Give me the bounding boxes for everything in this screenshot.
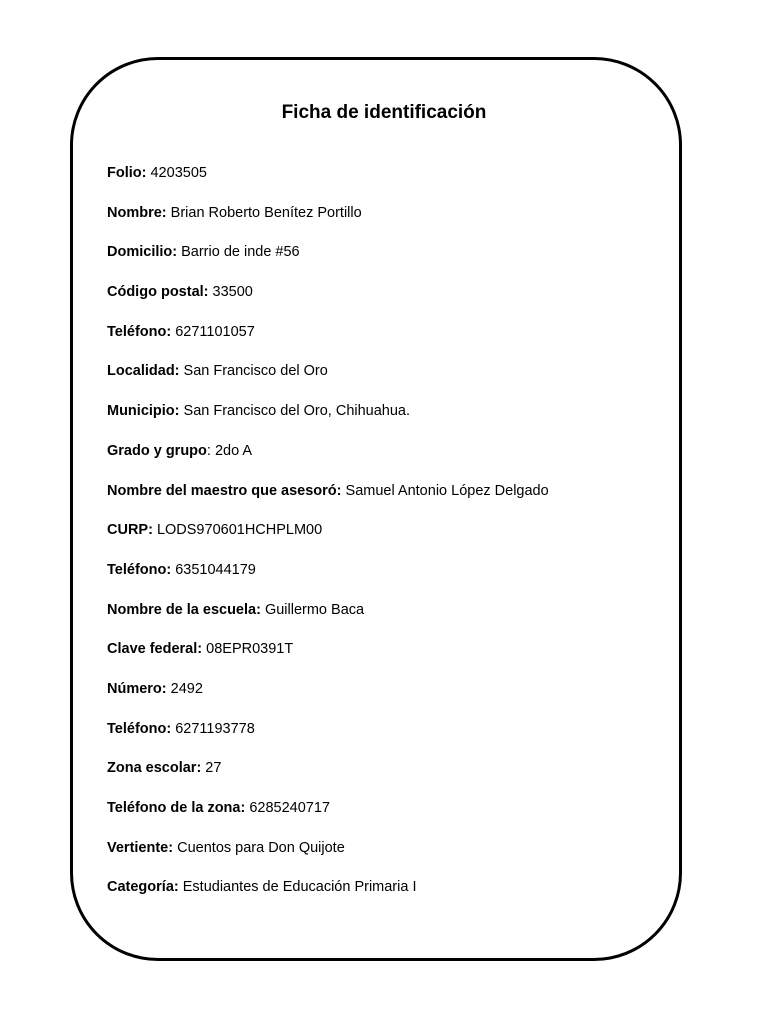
field-value: Samuel Antonio López Delgado — [341, 482, 549, 499]
field-value: 6351044179 — [171, 561, 256, 578]
field-label: Teléfono: — [107, 720, 172, 737]
field-label: Nombre: — [107, 204, 167, 221]
field-label: Domicilio: — [107, 244, 178, 261]
field-row — [107, 760, 549, 800]
field-value: 27 — [201, 760, 222, 777]
field-label: Vertiente: — [107, 839, 174, 856]
field-label: CURP: — [107, 522, 153, 539]
field-label: Localidad: — [107, 363, 180, 380]
field-value: LODS970601HCHPLM00 — [152, 522, 323, 539]
field-label: Zona escolar: — [107, 760, 202, 777]
field-label: Folio: — [107, 165, 147, 181]
field-value: 08EPR0391T — [202, 641, 294, 658]
field-label: Código postal: — [107, 284, 209, 301]
field-value: Barrio de inde #56 — [177, 244, 300, 261]
field-row — [107, 205, 549, 245]
field-row — [107, 602, 549, 642]
field-value: 2do A — [210, 442, 253, 459]
field-list — [107, 165, 549, 919]
field-row — [107, 443, 549, 483]
field-row — [107, 244, 549, 284]
field-value: Guillermo Baca — [260, 601, 365, 618]
field-label: Teléfono: — [107, 323, 172, 340]
field-row — [107, 483, 549, 523]
field-value: 4203505 — [146, 165, 207, 181]
field-row — [107, 562, 549, 602]
field-row — [107, 165, 549, 205]
field-row — [107, 641, 549, 681]
field-value: Estudiantes de Educación Primaria I — [178, 879, 417, 896]
field-value: 33500 — [208, 284, 253, 301]
field-row — [107, 800, 549, 840]
field-row — [107, 879, 549, 919]
field-row — [107, 284, 549, 324]
field-row — [107, 522, 549, 562]
field-label: Categoría: — [107, 879, 179, 896]
field-value: 6271193778 — [171, 720, 255, 737]
field-row — [107, 363, 549, 403]
field-label: Municipio: — [107, 403, 180, 420]
field-label: Teléfono: — [107, 561, 172, 578]
field-value: 6285240717 — [245, 800, 330, 816]
field-row — [107, 324, 549, 364]
field-value: Cuentos para Don Quijote — [173, 839, 345, 856]
field-value: San Francisco del Oro — [179, 363, 328, 380]
field-value: San Francisco del Oro, Chihuahua. — [179, 403, 411, 420]
document-title: Ficha de identificación — [281, 102, 487, 123]
field-label-suffix: : — [206, 442, 211, 459]
field-value: 2492 — [166, 680, 203, 697]
field-value: Brian Roberto Benítez Portillo — [166, 204, 362, 221]
field-value: 6271101057 — [171, 323, 255, 340]
field-label: Nombre de la escuela: — [107, 601, 261, 618]
field-label: Clave federal: — [107, 641, 203, 658]
field-row — [107, 840, 549, 880]
field-label: Grado y grupo — [107, 442, 207, 459]
field-label: Número: — [107, 680, 167, 697]
field-row — [107, 681, 549, 721]
field-label: Teléfono de la zona: — [107, 800, 246, 816]
field-row — [107, 721, 549, 761]
field-row — [107, 403, 549, 443]
field-label: Nombre del maestro que asesoró: — [107, 482, 342, 499]
